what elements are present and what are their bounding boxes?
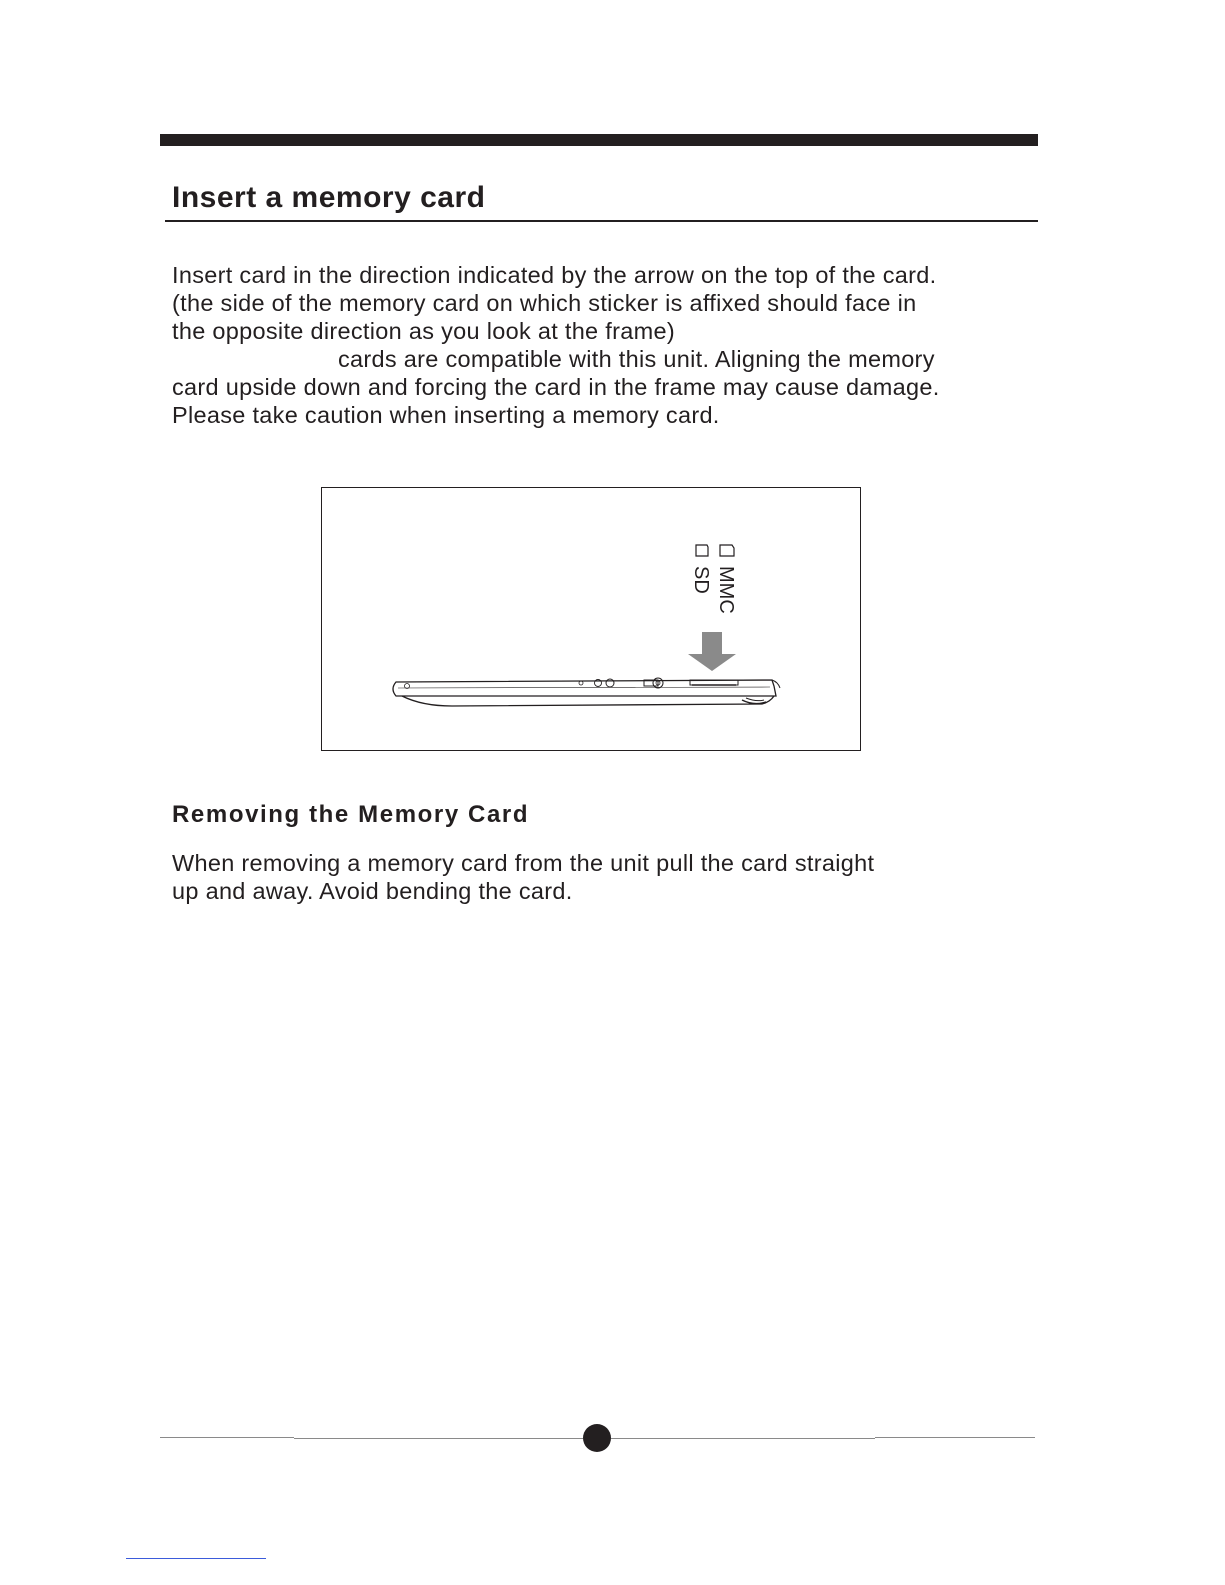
card-slot-illustration (321, 487, 861, 751)
intro-line: Please take caution when inserting a memory card. (172, 402, 720, 428)
mmc-card-icon (720, 545, 734, 556)
bottom-underline (126, 1558, 266, 1559)
intro-line: cards are compatible with this unit. Aligning the memory (338, 346, 935, 372)
removing-card-heading: Removing the Memory Card (172, 801, 530, 828)
mmc-label: MMC (715, 566, 737, 614)
frame-side-view (322, 488, 862, 752)
intro-line: the opposite direction as you look at the frame) (172, 318, 675, 344)
sd-label: SD (690, 566, 712, 594)
removing-paragraph (172, 849, 874, 905)
intro-line: Insert card in the direction indicated by the arrow on the top of the card. (172, 262, 937, 288)
footer-rule-left-inner (294, 1438, 583, 1439)
footer-rule-left (160, 1437, 294, 1438)
device-edge (393, 678, 780, 706)
intro-line: card upside down and forcing the card in the frame may cause damage. (172, 374, 940, 400)
intro-paragraph (172, 261, 940, 429)
header-rule (160, 134, 1038, 146)
footer-rule-right-inner (611, 1438, 875, 1439)
page-marker-dot (583, 1424, 611, 1452)
footer-rule-right (875, 1437, 1035, 1438)
removing-line: When removing a memory card from the unit pull the card straight (172, 850, 875, 876)
title-underline (165, 220, 1038, 222)
sd-card-icon (696, 545, 708, 556)
removing-line: up and away. Avoid bending the card. (172, 878, 573, 904)
intro-line: (the side of the memory card on which sticker is affixed should face in (172, 290, 917, 316)
insert-arrow-icon (688, 632, 736, 671)
page-title: Insert a memory card (172, 181, 486, 214)
